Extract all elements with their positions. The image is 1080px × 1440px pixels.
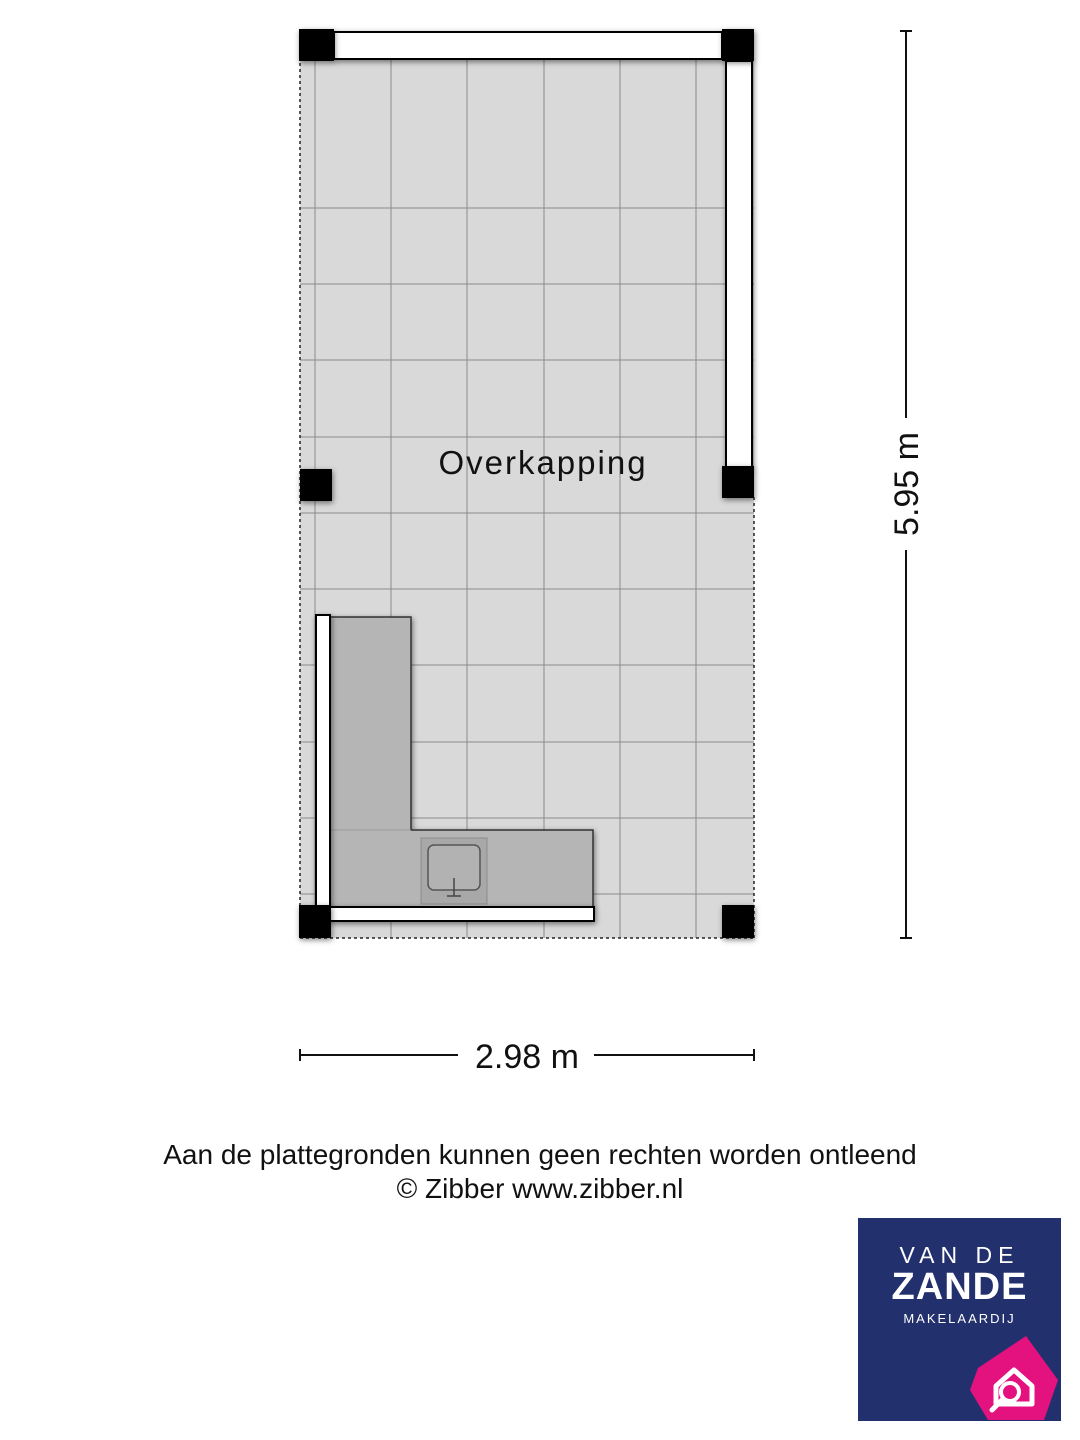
post-middle-left <box>300 469 332 501</box>
sink <box>421 838 487 904</box>
post-bottom-left <box>299 905 331 938</box>
logo-line-2: ZANDE <box>891 1266 1028 1308</box>
post-top-right <box>722 29 754 61</box>
left-low-wall <box>316 615 330 907</box>
bottom-low-wall <box>330 907 594 921</box>
house-magnifier-icon <box>966 1328 1061 1421</box>
logo-line-3: MAKELAARDIJ <box>903 1311 1016 1326</box>
top-wall <box>334 32 722 59</box>
height-label: 5.95 m <box>888 432 926 536</box>
logo-line-1: VAN DE <box>899 1242 1020 1268</box>
post-middle-right <box>722 466 754 498</box>
width-label: 2.98 m <box>475 1038 579 1076</box>
post-bottom-right <box>722 905 754 938</box>
post-top-left <box>299 29 334 61</box>
brand-logo <box>858 1218 1061 1421</box>
room-label: Overkapping <box>438 444 648 481</box>
right-wall <box>726 61 752 467</box>
copyright-text: © Zibber www.zibber.nl <box>396 1173 684 1204</box>
disclaimer-text: Aan de plattegronden kunnen geen rechten worden ontleend <box>163 1139 917 1170</box>
